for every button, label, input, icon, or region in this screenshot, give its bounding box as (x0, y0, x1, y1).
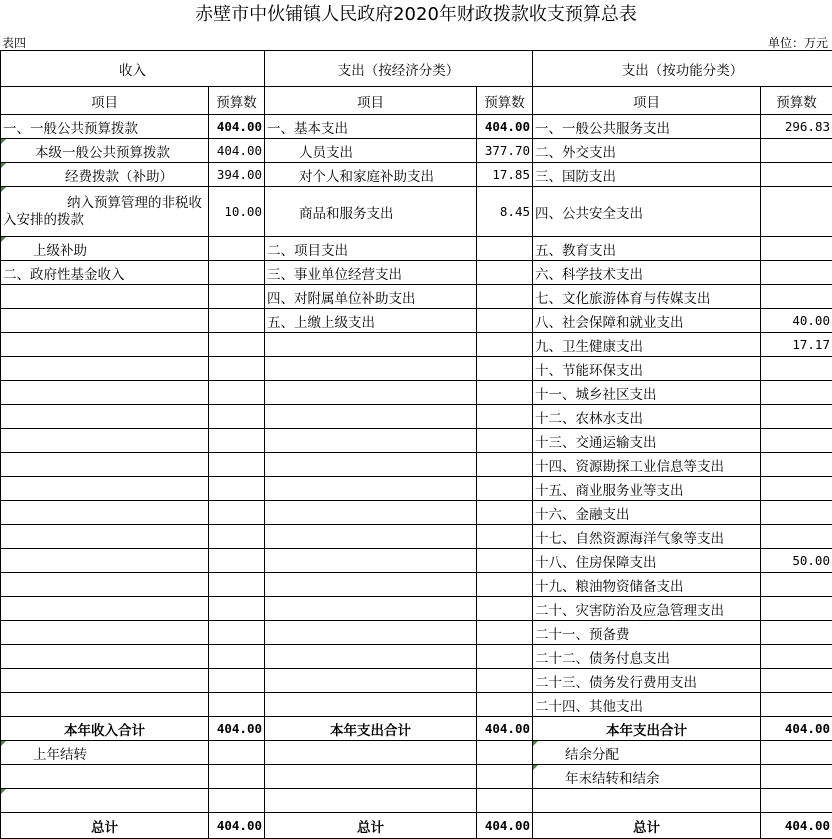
income-item-cell (1, 453, 209, 477)
func-value-cell (761, 429, 832, 453)
econ-item-cell (265, 621, 477, 645)
econ-item-cell: 五、上缴上级支出 (265, 309, 477, 333)
year-func-total-value: 404.00 (761, 717, 832, 741)
grand-func-label: 总计 (533, 813, 761, 839)
func-item-cell: 十三、交通运输支出 (533, 429, 761, 453)
income-value-cell (209, 573, 265, 597)
income-value-cell: 404.00 (209, 115, 265, 139)
income-value-cell (209, 741, 265, 765)
table-row (1, 693, 832, 717)
func-budget-header: 预算数 (761, 87, 832, 115)
econ-item-cell (265, 573, 477, 597)
income-item-cell (1, 621, 209, 645)
table-row (1, 163, 832, 187)
column-header-row (1, 87, 832, 115)
func-item-cell (533, 789, 761, 813)
table-row (1, 645, 832, 669)
blank-row (1, 789, 832, 813)
income-value-cell (209, 405, 265, 429)
income-item-cell: 纳入预算管理的非税收入安排的拨款 (1, 187, 209, 237)
unit-label: 单位：万元 (767, 36, 828, 50)
econ-value-cell (477, 597, 533, 621)
econ-value-cell (477, 429, 533, 453)
func-value-cell (761, 621, 832, 645)
econ-value-cell (477, 525, 533, 549)
econ-item-cell: 商品和服务支出 (265, 187, 477, 237)
func-value-cell (761, 357, 832, 381)
func-item-cell: 二十一、预备费 (533, 621, 761, 645)
econ-item-cell (265, 477, 477, 501)
econ-value-cell (477, 573, 533, 597)
income-value-cell (209, 357, 265, 381)
table-row (1, 501, 832, 525)
table-row (1, 477, 832, 501)
econ-item-cell: 对个人和家庭补助支出 (265, 163, 477, 187)
table-row (1, 357, 832, 381)
econ-item-cell (265, 405, 477, 429)
income-value-cell (209, 309, 265, 333)
func-item-cell: 十九、粮油物资储备支出 (533, 573, 761, 597)
econ-value-cell (477, 381, 533, 405)
income-value-cell (209, 549, 265, 573)
year-func-total-label: 本年支出合计 (533, 717, 761, 741)
econ-value-cell (477, 333, 533, 357)
func-value-cell (761, 405, 832, 429)
table-row (1, 597, 832, 621)
table-row (1, 525, 832, 549)
econ-value-cell (477, 669, 533, 693)
econ-value-cell (477, 477, 533, 501)
econ-value-cell: 377.70 (477, 139, 533, 163)
econ-value-cell: 8.45 (477, 187, 533, 237)
func-value-cell (761, 261, 832, 285)
income-item-cell: 一、一般公共预算拨款 (1, 115, 209, 139)
func-item-cell: 十一、城乡社区支出 (533, 381, 761, 405)
econ-item-header: 项目 (265, 87, 477, 115)
func-value-cell (761, 237, 832, 261)
income-item-cell (1, 525, 209, 549)
income-item-cell (1, 405, 209, 429)
table-row (1, 285, 832, 309)
econ-value-cell (477, 405, 533, 429)
econ-item-cell (265, 669, 477, 693)
econ-budget-header: 预算数 (477, 87, 533, 115)
func-item-cell: 四、公共安全支出 (533, 187, 761, 237)
func-value-cell (761, 573, 832, 597)
func-value-cell (761, 477, 832, 501)
func-item-cell: 三、国防支出 (533, 163, 761, 187)
func-item-cell: 二十、灾害防治及应急管理支出 (533, 597, 761, 621)
year-econ-total-value: 404.00 (477, 717, 533, 741)
func-item-cell: 二十四、其他支出 (533, 693, 761, 717)
func-item-cell: 结余分配 (533, 741, 761, 765)
func-item-cell: 六、科学技术支出 (533, 261, 761, 285)
income-item-cell (1, 573, 209, 597)
income-item-cell (1, 789, 209, 813)
income-item-cell: 本级一般公共预算拨款 (1, 139, 209, 163)
year-end-balance-row (1, 765, 832, 789)
income-value-cell (209, 477, 265, 501)
func-value-cell (761, 789, 832, 813)
income-item-cell (1, 693, 209, 717)
income-value-cell (209, 621, 265, 645)
func-value-cell (761, 765, 832, 789)
func-value-cell: 50.00 (761, 549, 832, 573)
func-item-cell: 二、外交支出 (533, 139, 761, 163)
func-item-cell: 十二、农林水支出 (533, 405, 761, 429)
income-item-cell (1, 669, 209, 693)
income-item-cell (1, 501, 209, 525)
grand-income-label: 总计 (1, 813, 209, 839)
econ-item-cell (265, 741, 477, 765)
func-item-header: 项目 (533, 87, 761, 115)
table-row (1, 187, 832, 237)
func-value-cell (761, 285, 832, 309)
income-item-cell (1, 429, 209, 453)
econ-value-cell (477, 549, 533, 573)
income-value-cell (209, 237, 265, 261)
table-row (1, 237, 832, 261)
econ-item-cell (265, 333, 477, 357)
income-value-cell (209, 501, 265, 525)
econ-value-cell: 17.85 (477, 163, 533, 187)
grand-func-value: 404.00 (761, 813, 832, 839)
income-budget-header: 预算数 (209, 87, 265, 115)
func-value-cell (761, 525, 832, 549)
econ-item-cell: 三、事业单位经营支出 (265, 261, 477, 285)
table-row (1, 549, 832, 573)
table-row (1, 381, 832, 405)
econ-value-cell (477, 741, 533, 765)
budget-table (0, 50, 832, 839)
func-item-cell: 一、一般公共服务支出 (533, 115, 761, 139)
income-item-cell (1, 309, 209, 333)
income-item-cell (1, 357, 209, 381)
econ-value-cell (477, 357, 533, 381)
func-value-cell (761, 645, 832, 669)
econ-item-cell: 二、项目支出 (265, 237, 477, 261)
income-item-cell (1, 285, 209, 309)
func-value-cell (761, 597, 832, 621)
income-value-cell (209, 381, 265, 405)
func-expense-header: 支出（按功能分类） (533, 51, 832, 87)
page-title: 赤壁市中伙铺镇人民政府2020年财政拨款收支预算总表 (195, 4, 637, 25)
econ-value-cell (477, 309, 533, 333)
grand-income-value: 404.00 (209, 813, 265, 839)
carry-over-row (1, 741, 832, 765)
econ-item-cell (265, 789, 477, 813)
income-item-cell (1, 765, 209, 789)
econ-item-cell: 人员支出 (265, 139, 477, 163)
table-row (1, 621, 832, 645)
income-value-cell (209, 693, 265, 717)
table-row (1, 333, 832, 357)
func-item-cell: 年末结转和结余 (533, 765, 761, 789)
table-row (1, 453, 832, 477)
table-row (1, 139, 832, 163)
func-value-cell (761, 501, 832, 525)
income-value-cell: 394.00 (209, 163, 265, 187)
income-value-cell (209, 597, 265, 621)
income-item-cell (1, 477, 209, 501)
func-value-cell (761, 139, 832, 163)
grand-econ-label: 总计 (265, 813, 477, 839)
func-value-cell: 17.17 (761, 333, 832, 357)
econ-expense-header: 支出（按经济分类） (265, 51, 533, 87)
grand-econ-value: 404.00 (477, 813, 533, 839)
econ-item-cell (265, 765, 477, 789)
econ-item-cell (265, 645, 477, 669)
func-item-cell: 八、社会保障和就业支出 (533, 309, 761, 333)
income-value-cell (209, 525, 265, 549)
econ-item-cell (265, 429, 477, 453)
table-row (1, 261, 832, 285)
table-number: 表四 (2, 36, 27, 50)
econ-value-cell (477, 765, 533, 789)
income-value-cell (209, 669, 265, 693)
func-value-cell (761, 693, 832, 717)
func-value-cell (761, 187, 832, 237)
income-header: 收入 (1, 51, 265, 87)
table-row (1, 309, 832, 333)
table-row (1, 115, 832, 139)
income-value-cell: 10.00 (209, 187, 265, 237)
econ-item-cell (265, 357, 477, 381)
section-header-row (1, 51, 832, 87)
func-item-cell: 十八、住房保障支出 (533, 549, 761, 573)
income-value-cell (209, 333, 265, 357)
year-total-row (1, 717, 832, 741)
func-value-cell (761, 163, 832, 187)
income-item-cell: 上级补助 (1, 237, 209, 261)
func-value-cell: 40.00 (761, 309, 832, 333)
income-value-cell (209, 453, 265, 477)
econ-value-cell (477, 237, 533, 261)
func-item-cell: 十四、资源勘探工业信息等支出 (533, 453, 761, 477)
func-value-cell: 296.83 (761, 115, 832, 139)
econ-item-cell (265, 525, 477, 549)
func-value-cell (761, 381, 832, 405)
income-item-header: 项目 (1, 87, 209, 115)
econ-item-cell (265, 501, 477, 525)
income-value-cell (209, 645, 265, 669)
year-income-total-label: 本年收入合计 (1, 717, 209, 741)
econ-item-cell (265, 549, 477, 573)
func-value-cell (761, 741, 832, 765)
grand-total-row (1, 813, 832, 839)
func-item-cell: 十五、商业服务业等支出 (533, 477, 761, 501)
econ-value-cell (477, 621, 533, 645)
func-item-cell: 二十三、债务发行费用支出 (533, 669, 761, 693)
econ-value-cell (477, 261, 533, 285)
table-row (1, 573, 832, 597)
econ-item-cell (265, 381, 477, 405)
income-value-cell (209, 429, 265, 453)
income-item-cell: 二、政府性基金收入 (1, 261, 209, 285)
income-item-cell (1, 645, 209, 669)
table-row (1, 429, 832, 453)
func-item-cell: 十、节能环保支出 (533, 357, 761, 381)
econ-value-cell: 404.00 (477, 115, 533, 139)
econ-item-cell (265, 693, 477, 717)
income-item-cell (1, 333, 209, 357)
income-item-cell: 上年结转 (1, 741, 209, 765)
econ-item-cell (265, 453, 477, 477)
econ-value-cell (477, 693, 533, 717)
econ-value-cell (477, 285, 533, 309)
income-item-cell (1, 549, 209, 573)
year-econ-total-label: 本年支出合计 (265, 717, 477, 741)
income-item-cell (1, 597, 209, 621)
econ-value-cell (477, 501, 533, 525)
income-item-cell (1, 381, 209, 405)
year-income-total-value: 404.00 (209, 717, 265, 741)
income-value-cell (209, 285, 265, 309)
func-item-cell: 十六、金融支出 (533, 501, 761, 525)
func-item-cell: 七、文化旅游体育与传媒支出 (533, 285, 761, 309)
func-item-cell: 二十二、债务付息支出 (533, 645, 761, 669)
func-item-cell: 十七、自然资源海洋气象等支出 (533, 525, 761, 549)
func-item-cell: 五、教育支出 (533, 237, 761, 261)
econ-value-cell (477, 453, 533, 477)
econ-value-cell (477, 789, 533, 813)
income-value-cell (209, 789, 265, 813)
income-item-cell: 经费拨款（补助） (1, 163, 209, 187)
econ-item-cell (265, 597, 477, 621)
func-item-cell: 九、卫生健康支出 (533, 333, 761, 357)
income-value-cell (209, 261, 265, 285)
econ-item-cell: 一、基本支出 (265, 115, 477, 139)
table-row (1, 405, 832, 429)
econ-item-cell: 四、对附属单位补助支出 (265, 285, 477, 309)
func-value-cell (761, 453, 832, 477)
income-value-cell: 404.00 (209, 139, 265, 163)
income-value-cell (209, 765, 265, 789)
func-value-cell (761, 669, 832, 693)
econ-value-cell (477, 645, 533, 669)
table-row (1, 669, 832, 693)
